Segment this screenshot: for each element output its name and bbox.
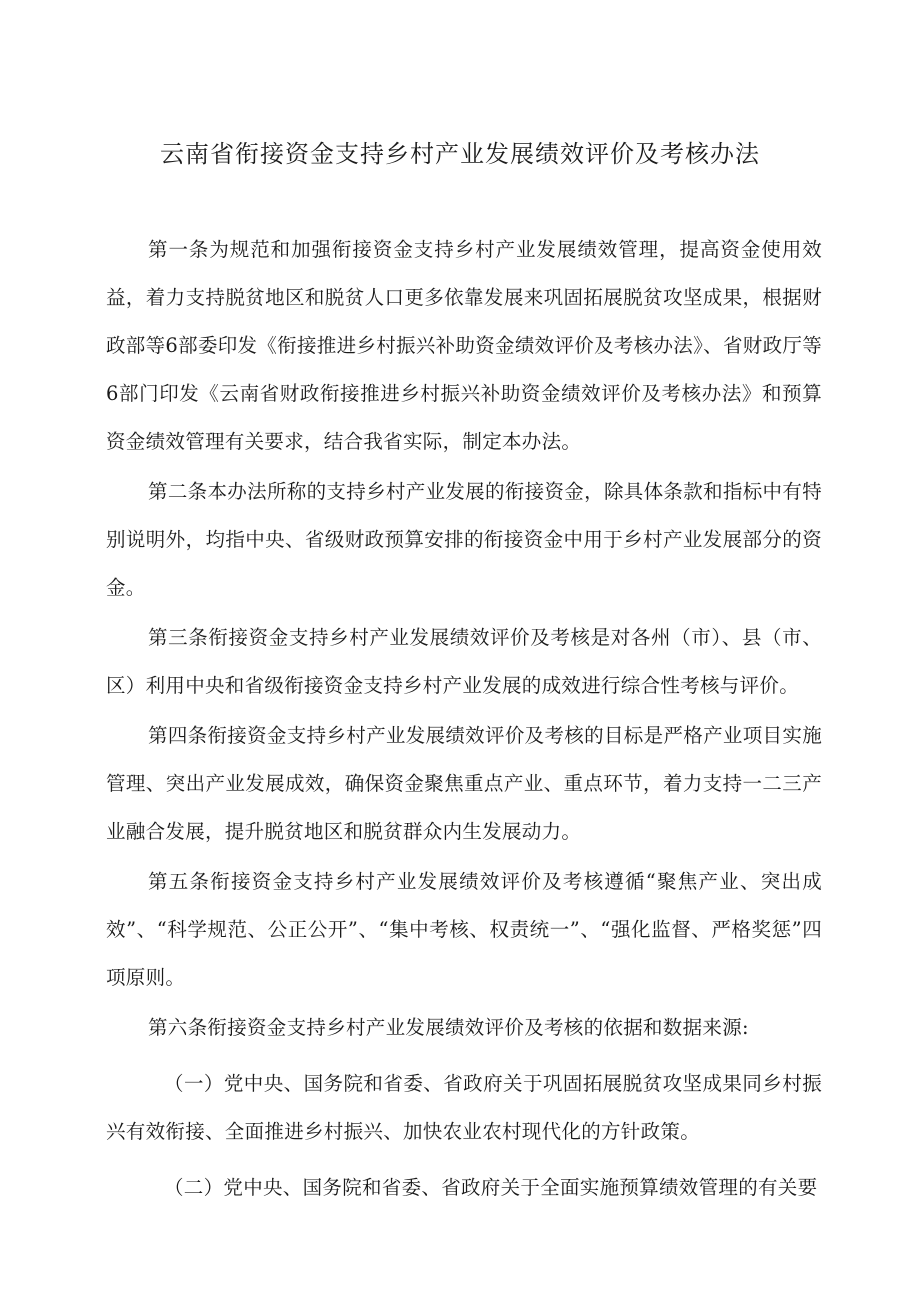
article-1-paragraph: 第一条为规范和加强衔接资金支持乡村产业发展绩效管理，提高资金使用效益，着力支持脱贫地区和脱贫人口更多依靠发展来巩固拓展脱贫攻坚成果，根据财政部等6部委印发《衔接推进乡村振兴补助资金绩效评价及考核办法》、省财政厅等6部门印发《云南省财政衔接推进乡村振兴补助资金绩效评价及考核办法》和预算资金绩效管理有关要求，结合我省实际，制定本办法。 bbox=[106, 238, 822, 453]
article-6-paragraph: 第六条衔接资金支持乡村产业发展绩效评价及考核的依据和数据来源: bbox=[148, 1016, 749, 1039]
document-title: 云南省衔接资金支持乡村产业发展绩效评价及考核办法 bbox=[160, 140, 760, 168]
article-6-item-1: （一）党中央、国务院和省委、省政府关于巩固拓展脱贫攻坚成果同乡村振兴有效衔接、全面推进乡村振兴、加快农业农村现代化的方针政策。 bbox=[106, 1072, 822, 1143]
article-5-paragraph: 第五条衔接资金支持乡村产业发展绩效评价及考核遵循“聚焦产业、突出成效”、“科学规范、公正公开”、“集中考核、权责统一”、“强化监督、严格奖惩”四项原则。 bbox=[106, 870, 822, 989]
article-3-paragraph: 第三条衔接资金支持乡村产业发展绩效评价及考核是对各州（市）、县（市、区）利用中央和省级衔接资金支持乡村产业发展的成效进行综合性考核与评价。 bbox=[106, 626, 822, 697]
article-4-paragraph: 第四条衔接资金支持乡村产业发展绩效评价及考核的目标是严格产业项目实施管理、突出产业发展成效，确保资金聚焦重点产业、重点环节，着力支持一二三产业融合发展，提升脱贫地区和脱贫群众内生发展动力。 bbox=[106, 724, 822, 843]
article-6-item-2: （二）党中央、国务院和省委、省政府关于全面实施预算绩效管理的有关要 bbox=[164, 1176, 818, 1199]
article-2-paragraph: 第二条本办法所称的支持乡村产业发展的衔接资金，除具体条款和指标中有特别说明外，均指中央、省级财政预算安排的衔接资金中用于乡村产业发展部分的资金。 bbox=[106, 480, 822, 599]
document-body bbox=[106, 226, 822, 1214]
